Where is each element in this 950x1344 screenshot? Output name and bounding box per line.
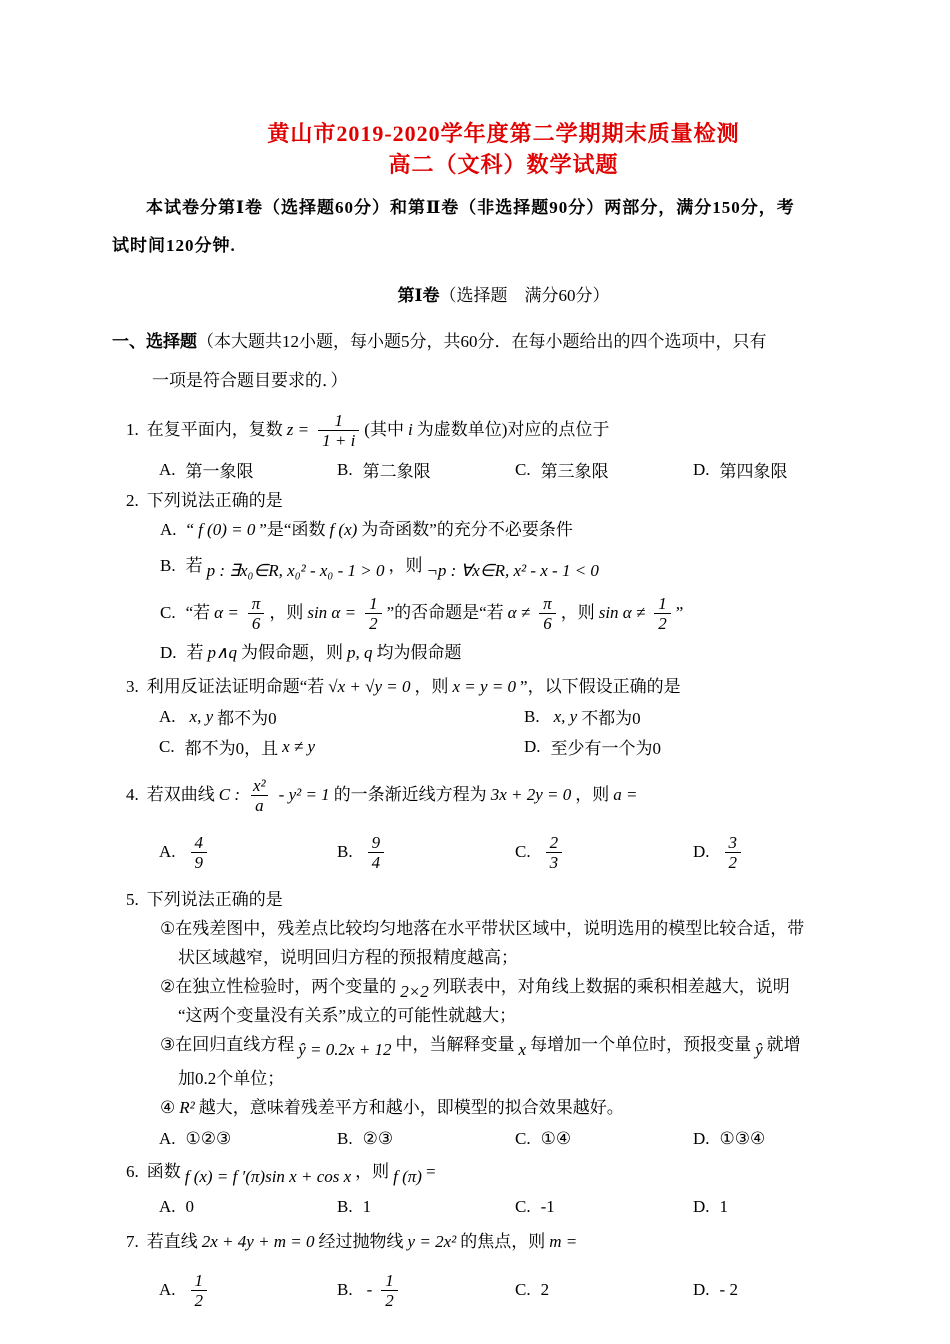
q5-options [159,1129,895,1149]
q5-option-c: C. ①④ [515,1129,572,1148]
q5-item-1-line2: 状区域越窄，说明回归方程的预报精度越高； [178,948,518,967]
q5-item-3-line2: 加0.2个单位； [178,1069,285,1088]
q2-frac-half-1: $\frac{1}{2}$ [365,594,382,633]
q3-number: 3. [126,677,139,696]
question-6 [112,1159,895,1217]
q2-option-d: D. 若 p∧q 为假命题，则 p, q 均为假命题 [160,643,462,662]
q6-options [159,1197,895,1217]
q3-option-a: A. x, y 都不为0 [159,706,277,728]
q7-number: 7. [126,1232,139,1251]
question-5 [112,887,895,1149]
q4-option-a: A. $\frac{4}{9}$ [159,833,337,872]
question-3 [112,674,895,759]
q2-option-b: B. 若 p : ∃x₀∈R, x₀² - x₀ - 1 > 0 ，则 ¬p : ∀x∈R, x² - x - 1 < 0 [160,556,599,580]
q1-text: 在复平面内，复数 [146,420,283,439]
q5-item-3-line1: ③ 在回归直线方程 ŷ = 0.2x + 12 中，当解释变量 x 每增加一个单位时，预报变量 ŷ 就增 [126,1032,895,1058]
exam-title-line1: 黄山市2019-2020学年度第二学期期末质量检测 [267,121,740,146]
choice-section-header [112,330,895,354]
q1-option-c: C. 第三象限 [515,459,609,481]
part1-heading [112,284,895,308]
q7-stem: 7. 若直线 2x + 4y + m = 0 经过抛物线 y = 2x² 的焦点，则 m = [126,1229,895,1255]
q7-option-d: D. - 2 [693,1280,738,1299]
q4-option-b: B. $\frac{9}{4}$ [337,833,515,872]
q2-number: 2. [126,491,139,510]
q2-option-a: A. “ f (0) = 0 ”是“函数 f (x) 为奇函数”的充分不必要条件 [160,520,573,539]
q4-option-c: C. $\frac{2}{3}$ [515,833,693,872]
q5-item-4: ④ R² 越大，意味着残差平方和越小，即模型的拟合效果越好。 [126,1095,895,1121]
q2-stem [126,488,895,514]
q3-stem: 3. 利用反证法证明命题“若 √x + √y = 0 ，则 x = y = 0 ”，以下假设正确的是 [126,674,895,700]
q6-option-b: B. 1 [337,1197,372,1216]
choice-section-header-rest: （本大题共12小题，每小题5分，共60分．在每小题给出的四个选项中，只有 [197,332,767,351]
q2-frac-pi6-1: $\frac{\pi}{6}$ [248,594,265,633]
circled-1: ① [160,919,176,938]
q1-option-d: D. 第四象限 [693,459,788,481]
q3-option-b: B. x, y 不都为0 [524,706,641,728]
q1-options [159,457,895,482]
part1-heading-rest: （选择题 满分60分） [439,286,610,305]
q1-fraction: $\frac{1}{1 + i}$ [318,411,359,450]
q6-option-c: C. -1 [515,1197,555,1216]
q5-option-b: B. ②③ [337,1129,394,1148]
q4-stem: 4. 若双曲线 C : $\frac{\text{x²}}{a}$ - y² = 1 的一条渐近线方程为 3x + 2y = 0 ，则 a = [126,775,638,815]
q4-number: 4. [126,785,139,804]
q6-option-d: D. 1 [693,1197,729,1216]
q1-math-i: i [407,420,413,439]
question-1 [112,407,895,482]
q5-stem: 5. 下列说法正确的是 [126,887,895,913]
circled-2: ② [160,977,176,996]
question-2 [112,488,895,666]
q1-number: 1. [126,420,139,439]
q3-option-c: C. 都不为0，且 x ≠ y [159,736,316,758]
q5-item-1-line1: ① 在残差图中，残差点比较均匀地落在水平带状区域中，说明选用的模型比较合适，带 [126,916,895,942]
q3-option-d: D. 至少有一个为0 [524,736,662,758]
circled-4: ④ [160,1098,176,1117]
q4-options [159,829,895,875]
q1-text2: (其中 [364,420,404,439]
q6-number: 6. [126,1162,139,1181]
q1-text3: 为虚数单位)对应的点位于 [416,420,610,439]
circled-3: ③ [160,1035,176,1054]
q4-fraction: $\frac{\text{x²}}{a}$ [253,775,266,815]
q6-option-a: A. 0 [159,1197,195,1216]
q2-option-c: C. “若 α = $\frac{\pi}{6}$ ，则 sin α = $\frac{1}{2}$ ”的否命题是“若 α ≠ $\frac{\pi}{6}$ ，则 sin α ≠ $\frac{1}{2}$ ” [160,593,684,633]
q5-item-2-line1: ② 在独立性检验时，两个变量的 2×2 列联表中，对角线上数据的乘积相差越大，说明 [126,974,895,1000]
q5-number: 5. [126,890,139,909]
q7-option-c: C. 2 [515,1280,550,1299]
question-4 [112,769,895,875]
choice-section-header-line2: 一项是符合题目要求的．） [152,371,348,390]
q2-frac-pi6-2: $\frac{\pi}{6}$ [539,594,556,633]
intro-line2: 试时间120分钟. [112,236,236,255]
q4-option-d: D. $\frac{3}{2}$ [693,833,746,872]
exam-title-line2: 高二（文科）数学试题 [388,152,619,177]
choice-section-header-bold: 一、选择题 [112,332,197,351]
question-7 [112,1229,895,1315]
q7-option-b: B. - $\frac{1}{2}$ [337,1271,515,1310]
q7-option-a: A. $\frac{1}{2}$ [159,1271,337,1310]
q2-frac-half-2: $\frac{1}{2}$ [654,594,671,633]
q3-options [159,704,895,759]
intro-line1: 本试卷分第Ⅰ卷（选择题60分）和第Ⅱ卷（非选择题90分）两部分，满分150分，考 [146,198,795,217]
q1-math-z: z = [286,420,310,439]
q1-option-b: B. 第二象限 [337,459,431,481]
q1-option-a: A. 第一象限 [159,459,254,481]
q2-text: 下列说法正确的是 [146,491,283,510]
q5-option-a: A. ①②③ [159,1129,232,1148]
q1-stem [126,407,895,453]
q5-option-d: D. ①③④ [693,1129,766,1148]
q7-options [159,1265,895,1315]
part1-heading-bold: 第Ⅰ卷 [397,286,440,305]
q5-item-2-line2: “这两个变量没有关系”成立的可能性就越大； [178,1006,517,1025]
q6-stem: 6. 函数 f (x) = f ′(π)sin x + cos x ，则 f (π) = [126,1159,895,1185]
